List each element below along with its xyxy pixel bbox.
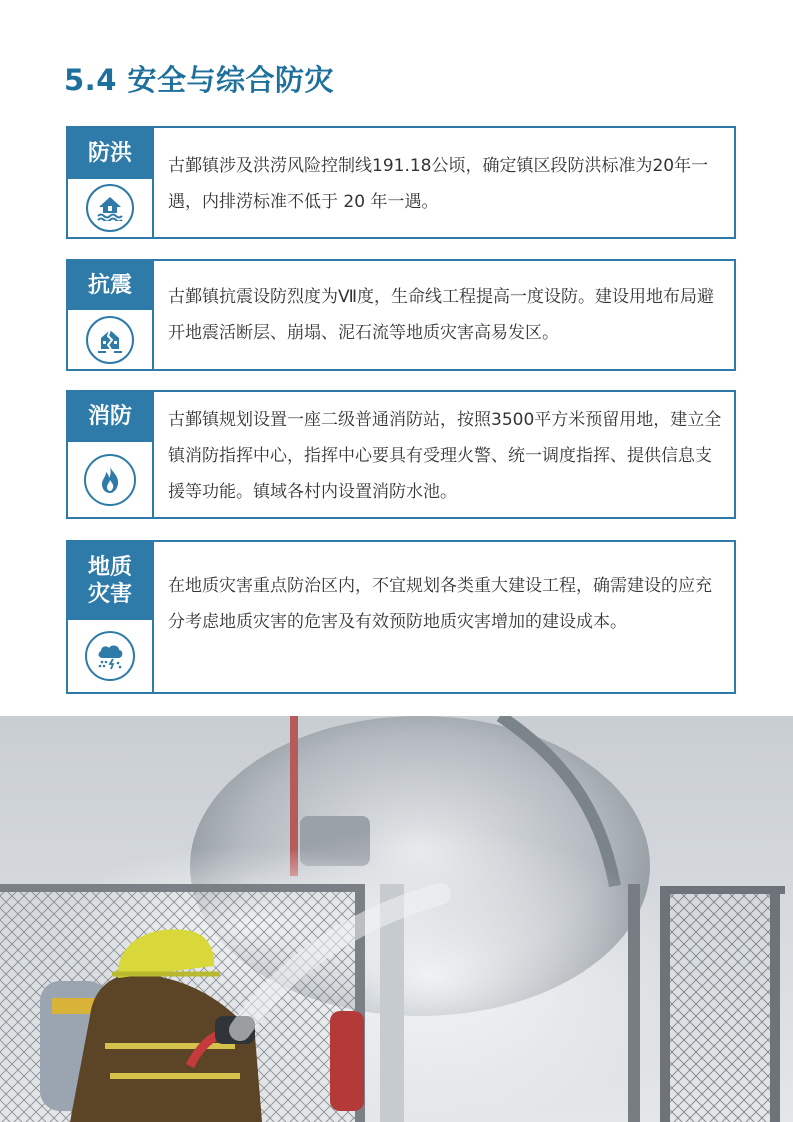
card-side-panel [68,261,154,369]
geological-hazard-card [66,540,736,694]
card-text-geological: 在地质灾害重点防治区内，不宜规划各类重大建设工程，确需建设的应充分考虑地质灾害的危害及有效预防地质灾害增加的建设成本。 [168,576,712,632]
card-label-flood: 防洪 [68,128,152,179]
card-label-geological: 地质 灾害 [68,542,152,620]
card-label-earthquake: 抗震 [68,261,152,310]
card-side-panel [68,542,154,692]
card-label-fire: 消防 [68,392,152,442]
card-text-fire: 古鄞镇规划设置一座二级普通消防站，按照3500平方米预留用地，建立全镇消防指挥中心，指挥中心要具有受理火警、统一调度指挥、提供信息支援等功能。镇域各村内设置消防水池。 [168,410,722,502]
firefighter-photo [0,716,793,1122]
flood-house-icon [86,184,134,232]
card-text-flood: 古鄞镇涉及洪涝风险控制线191.18公顷，确定镇区段防洪标准为20年一遇，内排涝标准不低于 20 年一遇。 [168,156,709,212]
storm-cloud-icon [85,631,135,681]
card-side-panel [68,128,154,237]
section-title: 5.4 安全与综合防灾 [64,63,334,97]
earthquake-icon [86,316,134,364]
earthquake-resistance-card [66,259,736,371]
card-text-earthquake: 古鄞镇抗震设防烈度为Ⅶ度，生命线工程提高一度设防。建设用地布局避开地震活断层、崩塌、泥石流等地质灾害高易发区。 [168,287,715,343]
card-side-panel [68,392,154,517]
fire-icon [84,454,136,506]
flood-control-card [66,126,736,239]
fire-protection-card [66,390,736,519]
